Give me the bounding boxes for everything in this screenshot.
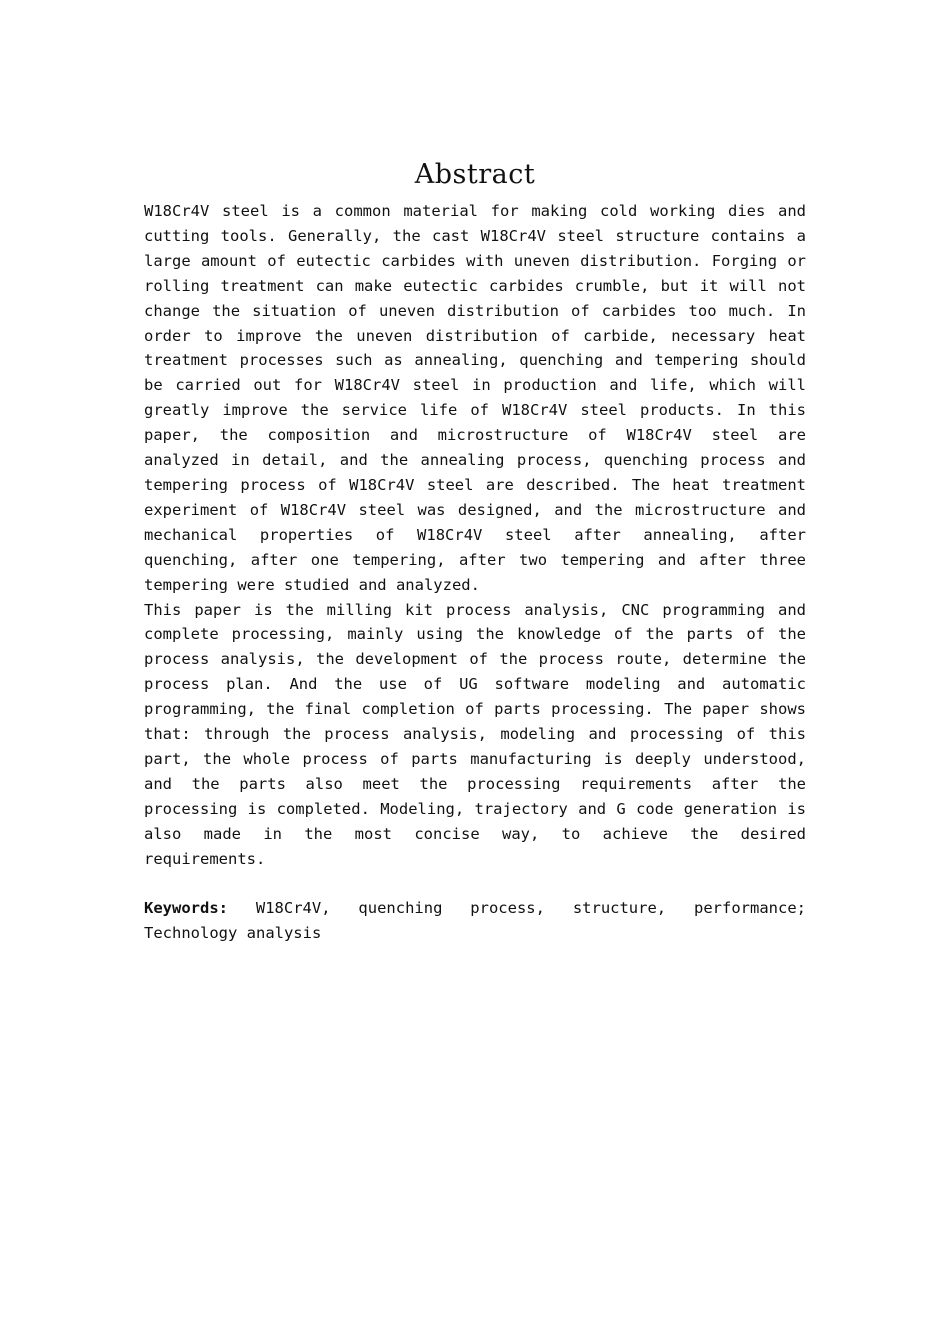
keywords-text: W18Cr4V, quenching process, structure, performance; Technology analysis: [144, 899, 806, 942]
keywords-label: Keywords:: [144, 899, 228, 917]
keywords-line: [144, 896, 806, 946]
abstract-paragraph-1: W18Cr4V steel is a common material for making cold working dies and cutting tools. Generally, the cast W18Cr4V steel structure contains a large amount of eutectic carbides with uneven distribution. Forging or rolling treatment can make eutectic carbides crumble, but it will not change the situation of uneven distribution of carbides too much. In order to improve the uneven distribution of carbide, necessary heat treatment processes such as annealing, quenching and tempering should be carried out for W18Cr4V steel in production and life, which will greatly improve the service life of W18Cr4V steel products. In this paper, the composition and microstructure of W18Cr4V steel are analyzed in detail, and the annealing process, quenching process and tempering process of W18Cr4V steel are described. The heat treatment experiment of W18Cr4V steel was designed, and the microstructure and mechanical properties of W18Cr4V steel after annealing, after quenching, after one tempering, after two tempering and after three tempering were studied and analyzed.: [144, 202, 806, 594]
abstract-paragraph-2: This paper is the milling kit process analysis, CNC programming and complete processing, mainly using the knowledge of the parts of the process analysis, the development of the process route, determine the process plan. And the use of UG software modeling and automatic programming, the final completion of parts processing. The paper shows that: through the process analysis, modeling and processing of this part, the whole process of parts manufacturing is deeply understood, and the parts also meet the processing requirements after the processing is completed. Modeling, trajectory and G code generation is also made in the most concise way, to achieve the desired requirements.: [144, 600, 806, 868]
abstract-body: [144, 199, 806, 871]
abstract-title: Abstract: [414, 159, 536, 190]
